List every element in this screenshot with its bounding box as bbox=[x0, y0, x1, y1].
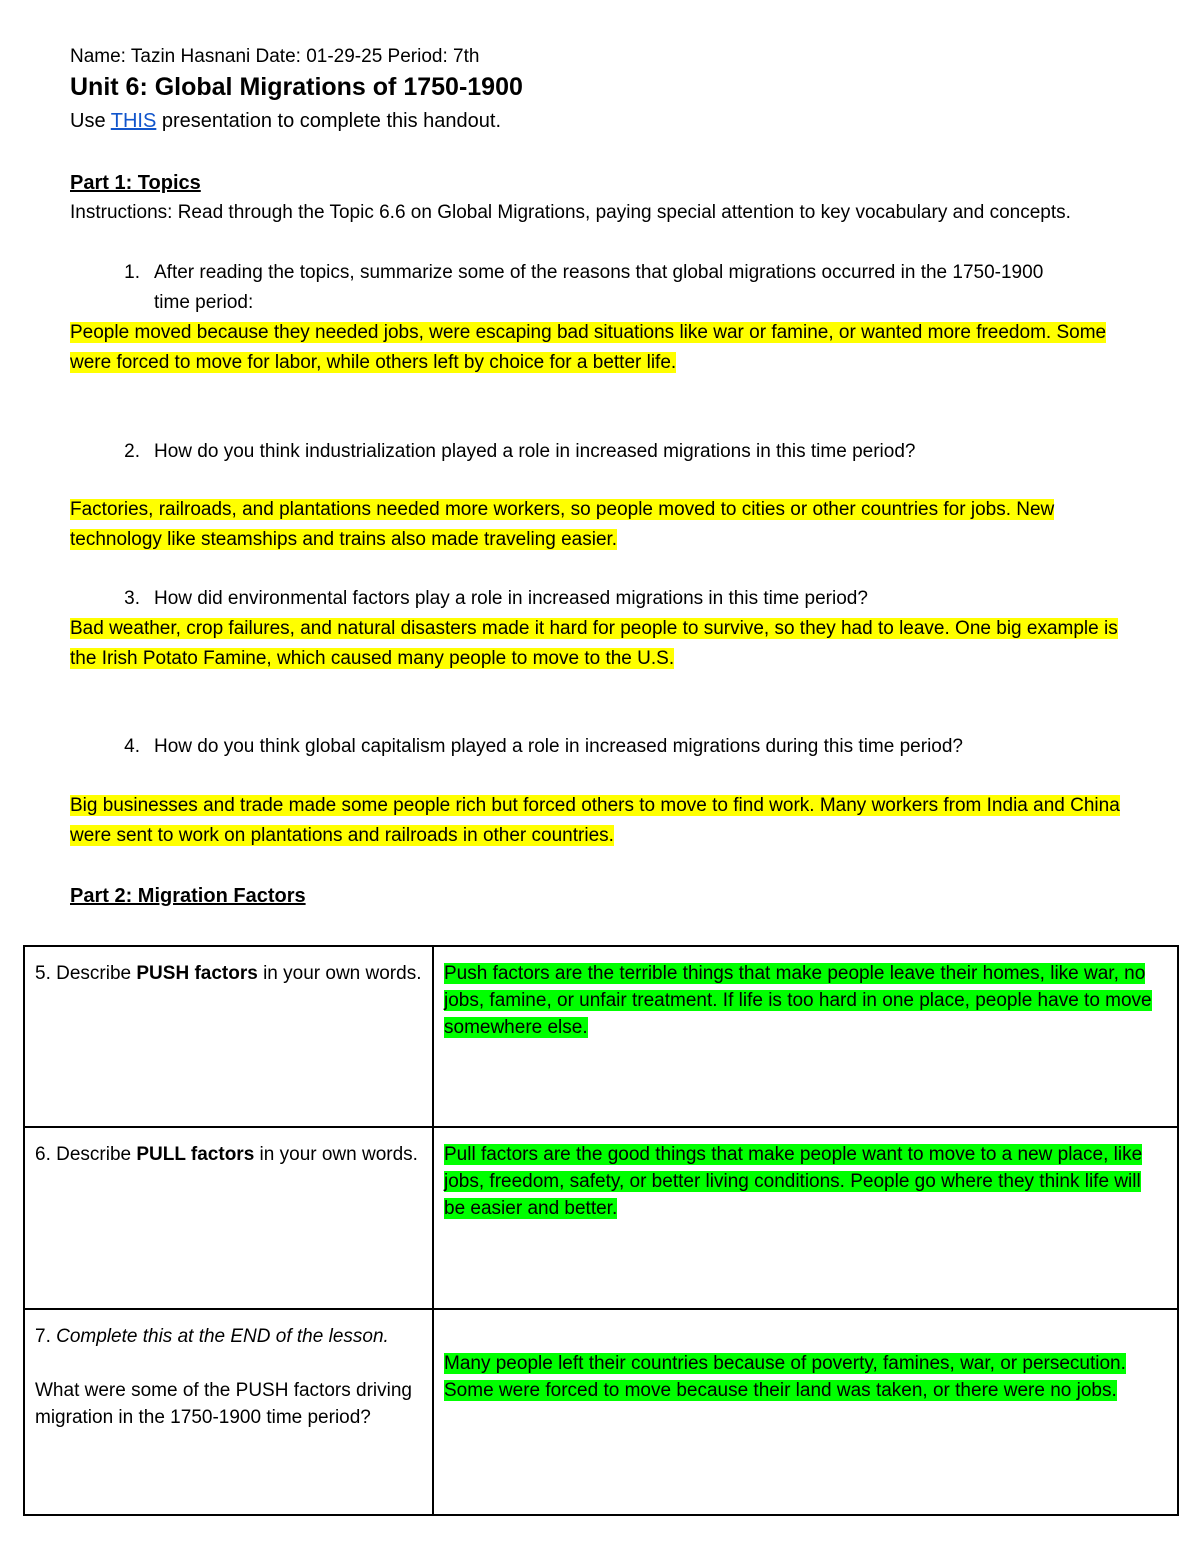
answer-text: Pull factors are the good things that make people want to move to a new place, like jobs, freedom, safety, or better living conditions. People go where they think life will be easier and better. bbox=[444, 1144, 1143, 1219]
answer-text: Bad weather, crop failures, and natural disasters made it hard for people to survive, so they had to leave. One big example is the Irish Potato Famine, which caused many people to move to the U.S. bbox=[70, 618, 1118, 669]
push-answer-cell[interactable] bbox=[433, 946, 1178, 1127]
question-text: How did environmental factors play a role in increased migrations in this time period? bbox=[154, 588, 868, 609]
part2-heading: Part 2: Migration Factors bbox=[70, 885, 306, 907]
question-2 bbox=[70, 437, 1130, 467]
prompt-text: 6. Describe bbox=[35, 1144, 137, 1165]
question-text: How do you think global capitalism played a role in increased migrations during this time period? bbox=[154, 736, 963, 757]
intro-line bbox=[70, 106, 1130, 136]
pull-answer-cell[interactable] bbox=[433, 1127, 1178, 1309]
prompt-bold: PULL factors bbox=[136, 1144, 255, 1165]
part1-heading: Part 1: Topics bbox=[70, 172, 201, 194]
question-3 bbox=[70, 584, 1130, 614]
part1-instructions: Instructions: Read through the Topic 6.6 on Global Migrations, paying special attention to key vocabulary and concepts. bbox=[70, 202, 1071, 223]
answer-3[interactable] bbox=[70, 614, 1130, 674]
presentation-link[interactable]: THIS bbox=[110, 110, 157, 132]
answer-text: People moved because they needed jobs, were escaping bad situations like war or famine, or wanted more freedom. Some were forced to move for labor, while others left by choice for a better life. bbox=[70, 322, 1107, 373]
answer-text: Push factors are the terrible things that make people leave their homes, like war, no jobs, famine, or unfair treatment. If life is too hard in one place, people have to move somewhere else. bbox=[444, 963, 1152, 1038]
question-1 bbox=[70, 258, 1130, 318]
question-number: 4. bbox=[124, 736, 140, 757]
answer-text: Factories, railroads, and plantations needed more workers, so people moved to cities or other countries for jobs. New technology like steamships and trains also made traveling easier. bbox=[70, 499, 1055, 550]
handout-page bbox=[70, 44, 1130, 911]
pull-prompt-cell bbox=[24, 1127, 433, 1309]
end-of-lesson-prompt-cell bbox=[24, 1309, 433, 1515]
intro-text-after: presentation to complete this handout. bbox=[156, 110, 501, 132]
answer-2[interactable] bbox=[70, 495, 1130, 555]
answer-4[interactable] bbox=[70, 791, 1130, 851]
table-row bbox=[24, 946, 1178, 1127]
question-text: How do you think industrialization played a role in increased migrations in this time period? bbox=[154, 441, 916, 462]
question-text: After reading the topics, summarize some of the reasons that global migrations occurred in the 1750-1900 time period: bbox=[154, 262, 1044, 313]
answer-1[interactable] bbox=[70, 318, 1130, 378]
question-number: 1. bbox=[124, 262, 140, 283]
table-row bbox=[24, 1309, 1178, 1515]
page-title: Unit 6: Global Migrations of 1750-1900 bbox=[70, 73, 523, 101]
prompt-number: 7. bbox=[35, 1326, 57, 1347]
answer-text: Many people left their countries because of poverty, famines, war, or persecution. Some were forced to move because their land was taken, or there were no jobs. bbox=[444, 1353, 1126, 1401]
student-info-line: Name: Tazin Hasnani Date: 01-29-25 Period: 7th bbox=[70, 46, 480, 67]
prompt-text: in your own words. bbox=[257, 963, 422, 984]
question-number: 3. bbox=[124, 588, 140, 609]
prompt-italic: Complete this at the END of the lesson. bbox=[56, 1326, 389, 1347]
prompt-text: in your own words. bbox=[254, 1144, 418, 1165]
prompt-question: What were some of the PUSH factors driving migration in the 1750-1900 time period? bbox=[35, 1380, 412, 1428]
question-4 bbox=[70, 732, 1130, 762]
push-prompt-cell bbox=[24, 946, 433, 1127]
answer-text: Big businesses and trade made some people rich but forced others to move to find work. Many workers from India and China were sent to work on plantations and railroads in other countries. bbox=[70, 795, 1120, 846]
prompt-instruction bbox=[35, 1323, 422, 1350]
prompt-text: 5. Describe bbox=[35, 963, 137, 984]
migration-factors-table bbox=[23, 945, 1179, 1516]
intro-text-before: Use bbox=[70, 110, 111, 132]
prompt-bold: PUSH factors bbox=[136, 963, 258, 984]
table-row bbox=[24, 1127, 1178, 1309]
end-of-lesson-answer-cell[interactable] bbox=[433, 1309, 1178, 1515]
question-number: 2. bbox=[124, 441, 140, 462]
